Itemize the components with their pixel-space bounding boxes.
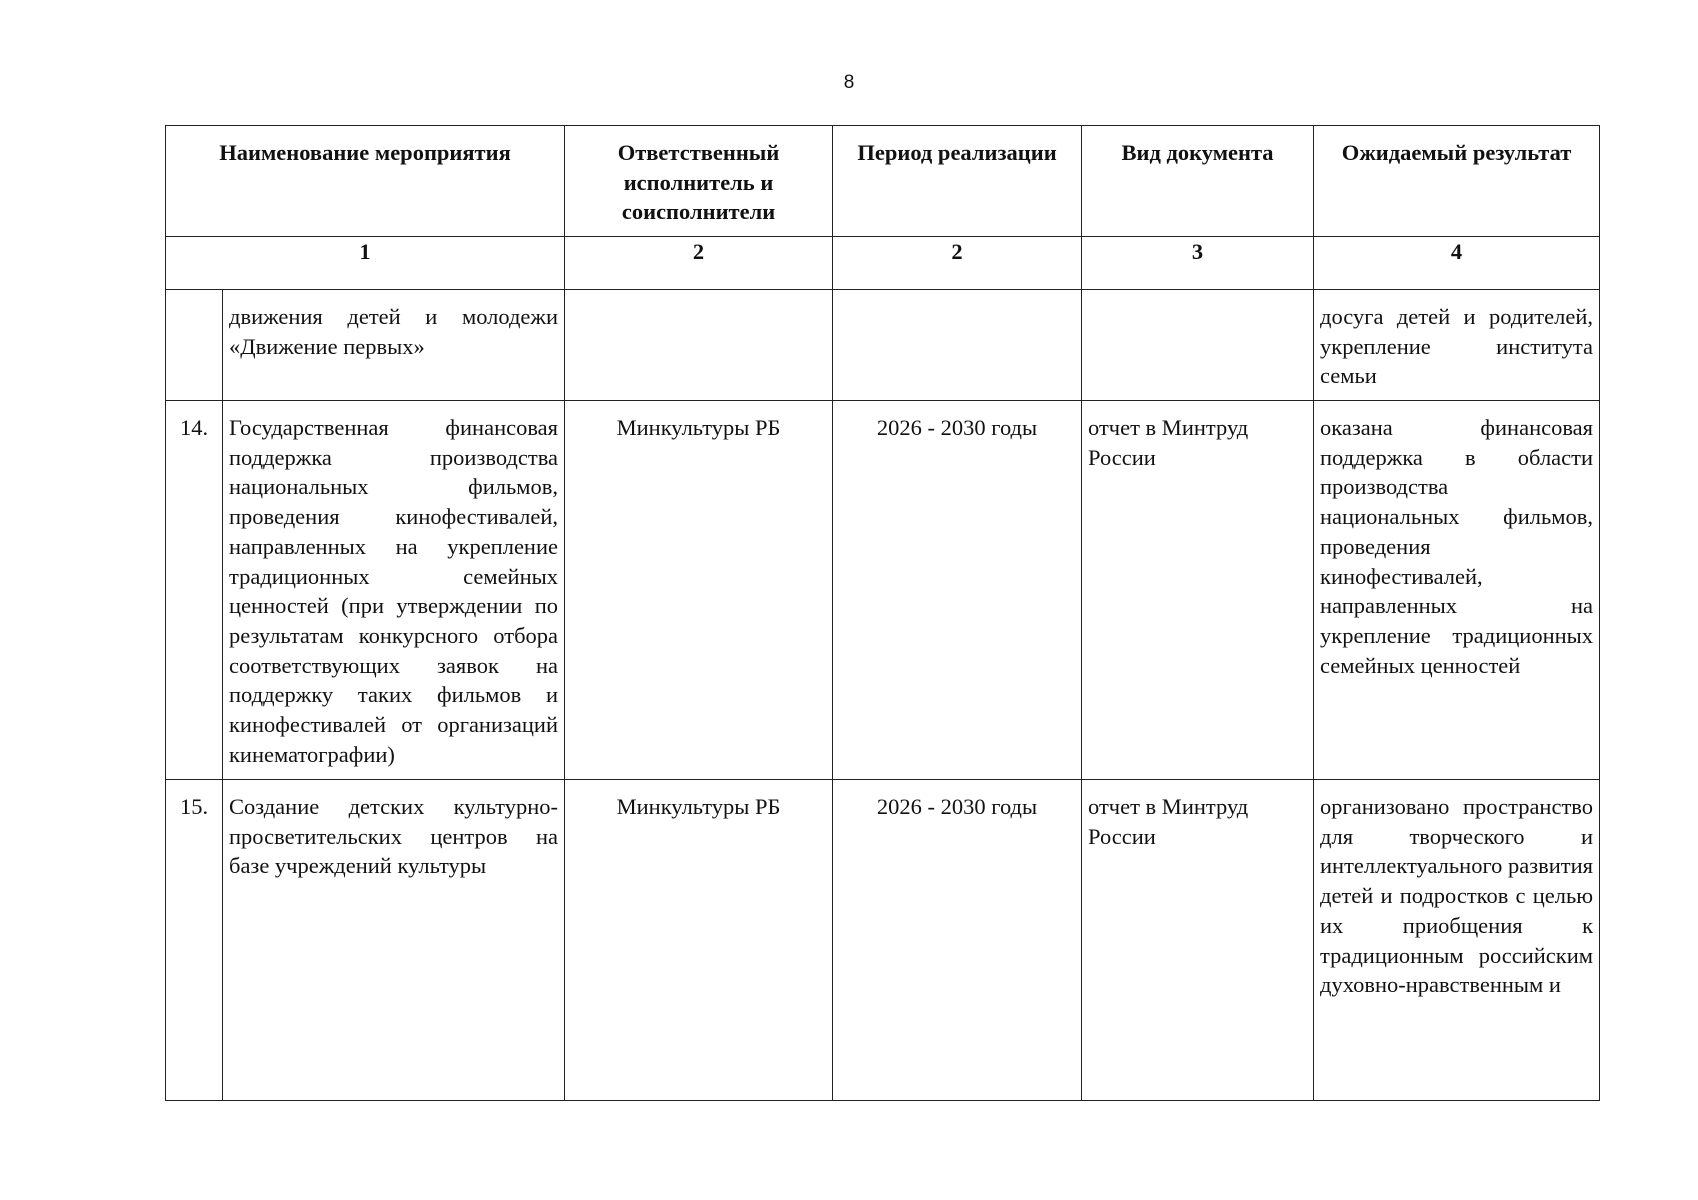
document-type: отчет в Минтруд России (1082, 401, 1314, 780)
expected-result: досуга детей и родителей, укрепление института семьи (1314, 290, 1600, 401)
header-period: Период реализации (833, 126, 1082, 237)
row-number: 14. (166, 401, 223, 780)
executor (565, 290, 833, 401)
header-row (166, 126, 1600, 237)
expected-result: организовано пространство для творческого и интеллектуального развития детей и подростков с целью их приобщения к традиционным российским духовно-нравственным и (1314, 780, 1600, 1101)
header-executor: Ответственный исполнитель и соисполнители (565, 126, 833, 237)
period: 2026 - 2030 годы (833, 780, 1082, 1101)
period: 2026 - 2030 годы (833, 401, 1082, 780)
header-doc-type: Вид документа (1082, 126, 1314, 237)
expected-result: оказана финансовая поддержка в области производства национальных фильмов, проведения кинофестивалей, направленных на укрепление традиционных семейных ценностей (1314, 401, 1600, 780)
measure-name: Государственная финансовая поддержка производства национальных фильмов, проведения кинофестивалей, направленных на укрепление традиционных семейных ценностей (при утверждении по результатам конкурсного отбора соответствующих заявок на поддержку таких фильмов и кинофестивалей от организаций кинематографии) (223, 401, 565, 780)
header-result: Ожидаемый результат (1314, 126, 1600, 237)
header-name: Наименование мероприятия (166, 126, 565, 237)
page-number: 8 (843, 72, 855, 93)
document-type: отчет в Минтруд России (1082, 780, 1314, 1101)
column-number: 3 (1082, 237, 1314, 290)
period (833, 290, 1082, 401)
row-number: 15. (166, 780, 223, 1101)
table-row (166, 401, 1600, 780)
column-number: 4 (1314, 237, 1600, 290)
row-number (166, 290, 223, 401)
measures-table (165, 125, 1600, 1101)
executor: Минкультуры РБ (565, 401, 833, 780)
column-number: 2 (833, 237, 1082, 290)
column-number: 2 (565, 237, 833, 290)
document-type (1082, 290, 1314, 401)
table-row (166, 780, 1600, 1101)
executor: Минкультуры РБ (565, 780, 833, 1101)
column-number: 1 (166, 237, 565, 290)
column-numbers-row (166, 237, 1600, 290)
table-row (166, 290, 1600, 401)
measure-name: движения детей и молодежи «Движение первых» (223, 290, 565, 401)
measure-name: Создание детских культурно-просветительских центров на базе учреждений культуры (223, 780, 565, 1101)
